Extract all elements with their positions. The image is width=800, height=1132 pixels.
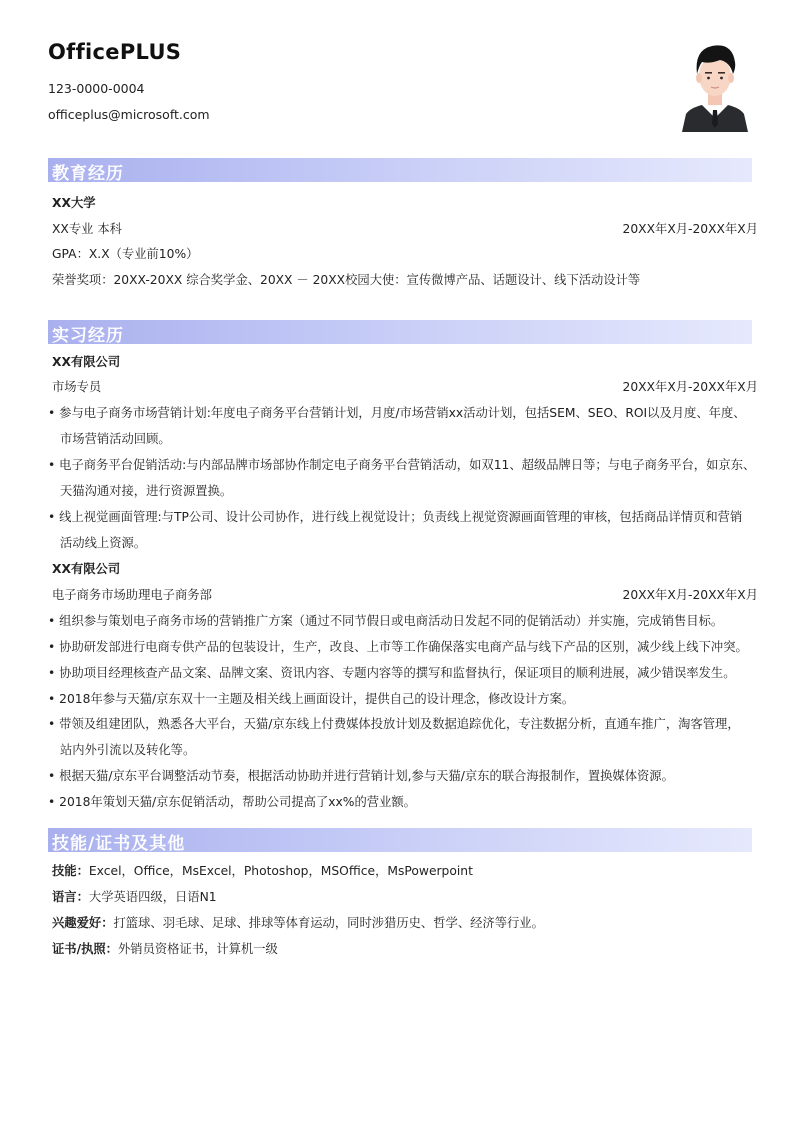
education-section-title: 教育经历 (52, 164, 124, 184)
skills-section-title: 技能/证书及其他 (52, 834, 186, 854)
education-section-header (48, 158, 752, 182)
job-bullet: • 组织参与策划电子商务市场的营销推广方案（通过不同节假日或电商活动日发起不同的促销活动）并实施，完成销售目标。 (48, 614, 724, 628)
education-gpa: GPA：X.X（专业前10%） (52, 247, 199, 261)
job-company: XX有限公司 (52, 355, 121, 369)
job-bullet: • 协助研发部进行电商专供产品的包装设计，生产，改良、上市等工作确保落实电商产品与线下产品的区别，减少线上线下冲突。 (48, 640, 748, 654)
internship-section-header (48, 320, 752, 344)
job-bullet: • 根据天猫/京东平台调整活动节奏，根据活动协助并进行营销计划,参与天猫/京东的联合海报制作，置换媒体资源。 (48, 769, 674, 783)
education-honors: 荣誉奖项：20XX-20XX 综合奖学金、20XX － 20XX校园大使：宣传微博产品、话题设计、线下活动设计等 (52, 273, 641, 287)
job-date: 20XX年X月-20XX年X月 (622, 380, 758, 394)
email-address: officeplus@microsoft.com (48, 107, 210, 122)
job-bullet: • 2018年参与天猫/京东双十一主题及相关线上画面设计，提供自己的设计理念，修改设计方案。 (48, 692, 575, 706)
education-major-row (52, 219, 758, 237)
job-role-row (52, 585, 758, 603)
job-role: 市场专员 (52, 380, 102, 394)
job-bullet: • 线上视觉画面管理:与TP公司、设计公司协作，进行线上视觉设计；负责线上视觉资源画面管理的审核，包括商品详情页和营销 (48, 510, 743, 524)
job-bullet-continuation: 站内外引流以及转化等。 (60, 743, 196, 757)
job-bullet-continuation: 活动线上资源。 (60, 536, 147, 550)
job-bullet: • 协助项目经理核查产品文案、品牌文案、资讯内容、专题内容等的撰写和监督执行，保证项目的顺利进展，减少错误率发生。 (48, 666, 736, 680)
skills-row (52, 861, 758, 879)
skills-label: 技能： (52, 864, 89, 878)
hobbies-row (52, 913, 758, 931)
job-bullet: • 2018年策划天猫/京东促销活动，帮助公司提高了xx%的营业额。 (48, 795, 416, 809)
certificates-label: 证书/执照： (52, 942, 118, 956)
skills-value: Excel，Office，MsExcel，Photoshop，MSOffice，MsPowerpoint (88, 864, 473, 878)
candidate-name: OfficePLUS (48, 40, 182, 64)
language-value: 大学英语四级，日语N1 (88, 890, 217, 904)
internship-section-title: 实习经历 (52, 326, 124, 346)
job-bullet: • 电子商务平台促销活动:与内部品牌市场部协作制定电子商务平台营销活动，如双11、超级品牌日等；与电子商务平台，如京东、 (48, 458, 756, 472)
hobbies-value: 打篮球、羽毛球、足球、排球等体育运动，同时涉猎历史、哲学、经济等行业。 (113, 916, 544, 930)
certificates-value: 外销员资格证书，计算机一级 (117, 942, 278, 956)
job-bullet: • 带领及组建团队，熟悉各大平台，天猫/京东线上付费媒体投放计划及数据追踪优化，专注数据分析，直通车推广，淘客管理， (48, 717, 740, 731)
phone-number: 123-0000-0004 (48, 81, 145, 96)
certificates-row (52, 939, 758, 957)
skills-section-header (48, 828, 752, 852)
school-name: XX大学 (52, 196, 96, 210)
avatar-portrait (680, 38, 750, 132)
job-bullet-continuation: 天猫沟通对接，进行资源置换。 (60, 484, 233, 498)
job-date: 20XX年X月-20XX年X月 (622, 588, 758, 602)
education-major: XX专业 本科 (52, 222, 122, 236)
job-bullet-continuation: 市场营销活动回顾。 (60, 432, 171, 446)
language-row (52, 887, 758, 905)
hobbies-label: 兴趣爱好： (52, 916, 114, 930)
job-role-row (52, 377, 758, 395)
language-label: 语言： (52, 890, 89, 904)
job-bullet: • 参与电子商务市场营销计划:年度电子商务平台营销计划，月度/市场营销xx活动计划，包括SEM、SEO、ROI以及月度、年度、 (48, 406, 746, 420)
job-company: XX有限公司 (52, 562, 121, 576)
education-date: 20XX年X月-20XX年X月 (622, 222, 758, 236)
job-role: 电子商务市场助理电子商务部 (52, 588, 212, 602)
